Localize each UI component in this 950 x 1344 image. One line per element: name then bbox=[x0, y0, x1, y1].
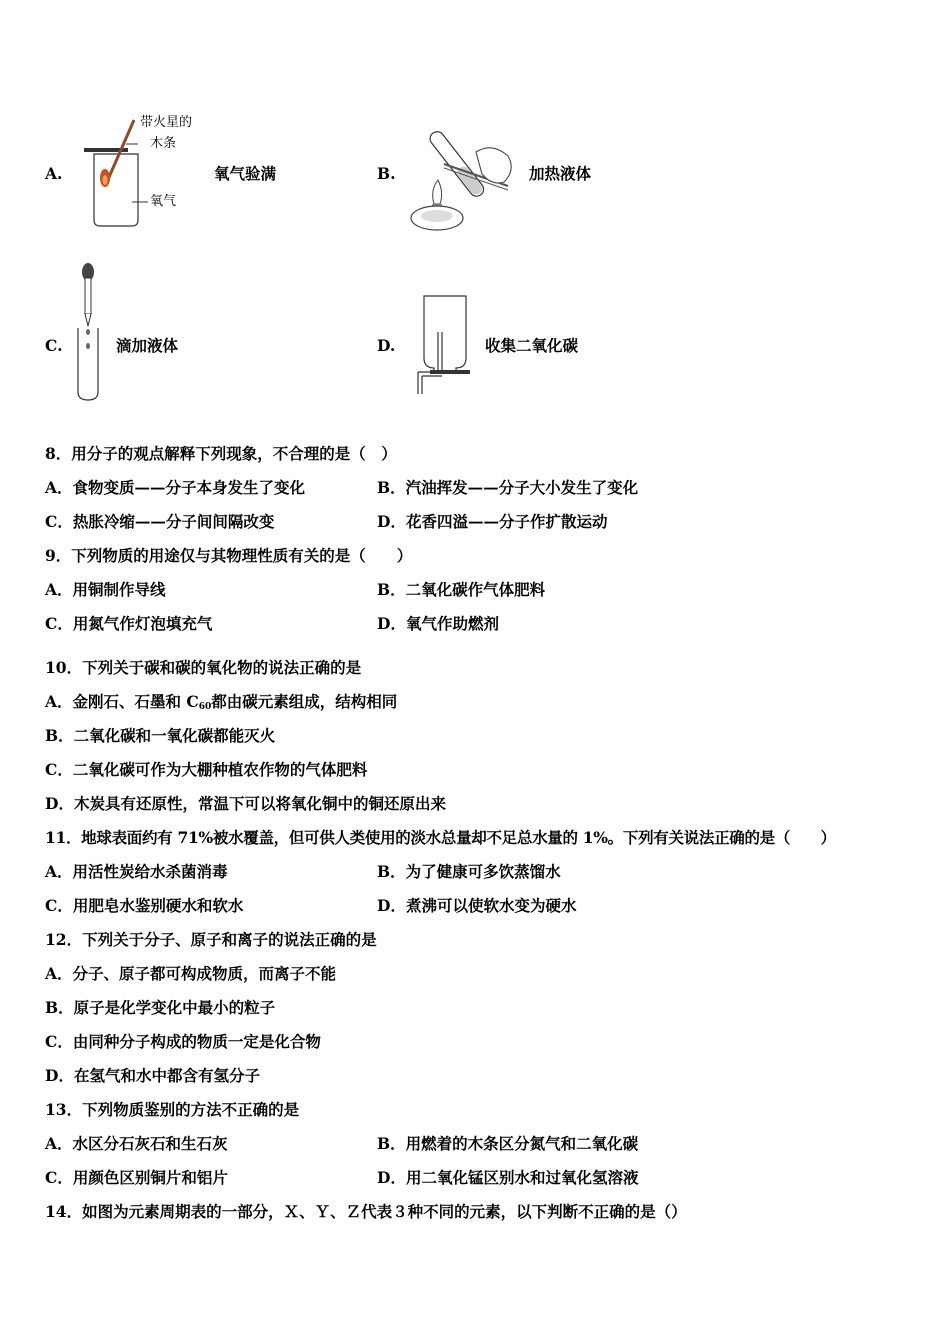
co2-collection-figure bbox=[410, 292, 480, 398]
q13-option-b: B．用燃着的木条区分氮气和二氧化碳 bbox=[377, 1134, 639, 1153]
q11-option-c: C．用肥皂水鉴别硬水和软水 bbox=[45, 896, 244, 915]
q12-stem: 12．下列关于分子、原子和离子的说法正确的是 bbox=[45, 930, 377, 949]
label-wood-stick: 木条 bbox=[150, 136, 177, 151]
q7-option-b-letter: B. bbox=[377, 164, 396, 183]
q11-option-d: D．煮沸可以使软水变为硬水 bbox=[377, 896, 577, 915]
q12-option-d: D．在氢气和水中都含有氢分子 bbox=[45, 1066, 260, 1085]
q9-option-b: B．二氧化碳作气体肥料 bbox=[377, 580, 546, 599]
q7-option-c-letter: C. bbox=[45, 336, 63, 355]
q13-stem: 13．下列物质鉴别的方法不正确的是 bbox=[45, 1100, 300, 1119]
q14-stem: 14．如图为元素周期表的一部分，Ｘ、Ｙ、Ｚ代表３种不同的元素，以下判断不正确的是（） bbox=[45, 1202, 687, 1221]
q12-option-c: C．由同种分子构成的物质一定是化合物 bbox=[45, 1032, 321, 1051]
q7-option-c-caption: 滴加液体 bbox=[116, 336, 179, 355]
q9-stem: 9．下列物质的用途仅与其物理性质有关的是（ ） bbox=[45, 546, 413, 565]
q9-option-c: C．用氮气作灯泡填充气 bbox=[45, 614, 213, 633]
q10-option-d: D．木炭具有还原性，常温下可以将氧化铜中的铜还原出来 bbox=[45, 794, 446, 813]
q9-option-d: D．氧气作助燃剂 bbox=[377, 614, 499, 633]
q8-option-d: D．花香四溢——分子作扩散运动 bbox=[377, 512, 608, 531]
q12-option-b: B．原子是化学变化中最小的粒子 bbox=[45, 998, 276, 1017]
q13-option-d: D．用二氧化锰区别水和过氧化氢溶液 bbox=[377, 1168, 639, 1187]
q10-stem: 10．下列关于碳和碳的氧化物的说法正确的是 bbox=[45, 658, 362, 677]
q8-option-b: B．汽油挥发——分子大小发生了变化 bbox=[377, 478, 639, 497]
q7-option-b-caption: 加热液体 bbox=[529, 164, 592, 183]
q11-stem: 11．地球表面约有 71%被水覆盖，但可供人类使用的淡水总量却不足总水量的 1%。下列有关说法正确的是（ ） bbox=[45, 828, 836, 847]
q9-option-a: A．用铜制作导线 bbox=[45, 580, 166, 599]
q7-option-a-letter: A. bbox=[45, 164, 63, 183]
label-burning-stick: 带火星的 bbox=[140, 115, 193, 130]
q8-option-a: A．食物变质——分子本身发生了变化 bbox=[45, 478, 306, 497]
q10-option-c: C．二氧化碳可作为大棚种植农作物的气体肥料 bbox=[45, 760, 368, 779]
q8-stem: 8．用分子的观点解释下列现象，不合理的是（ ） bbox=[45, 444, 397, 463]
q7-option-d-letter: D. bbox=[377, 336, 396, 355]
dropper-figure bbox=[70, 260, 110, 404]
q13-option-a: A．水区分石灰石和生石灰 bbox=[45, 1134, 228, 1153]
q11-option-b: B．为了健康可多饮蒸馏水 bbox=[377, 862, 561, 881]
q13-option-c: C．用颜色区别铜片和铝片 bbox=[45, 1168, 228, 1187]
heating-liquid-figure bbox=[404, 112, 528, 236]
label-oxygen: 氧气 bbox=[150, 194, 177, 209]
q10-option-a: A．金刚石、石墨和 $C_{60}$都由碳元素组成，结构相同 bbox=[45, 692, 398, 712]
q7-option-d-caption: 收集二氧化碳 bbox=[485, 336, 579, 355]
q11-option-a: A．用活性炭给水杀菌消毒 bbox=[45, 862, 228, 881]
q10-option-b: B．二氧化碳和一氧化碳都能灭火 bbox=[45, 726, 276, 745]
q8-option-c: C．热胀冷缩——分子间间隔改变 bbox=[45, 512, 275, 531]
q7-option-a-caption: 氧气验满 bbox=[214, 164, 277, 183]
q12-option-a: A．分子、原子都可构成物质，而离子不能 bbox=[45, 964, 337, 983]
